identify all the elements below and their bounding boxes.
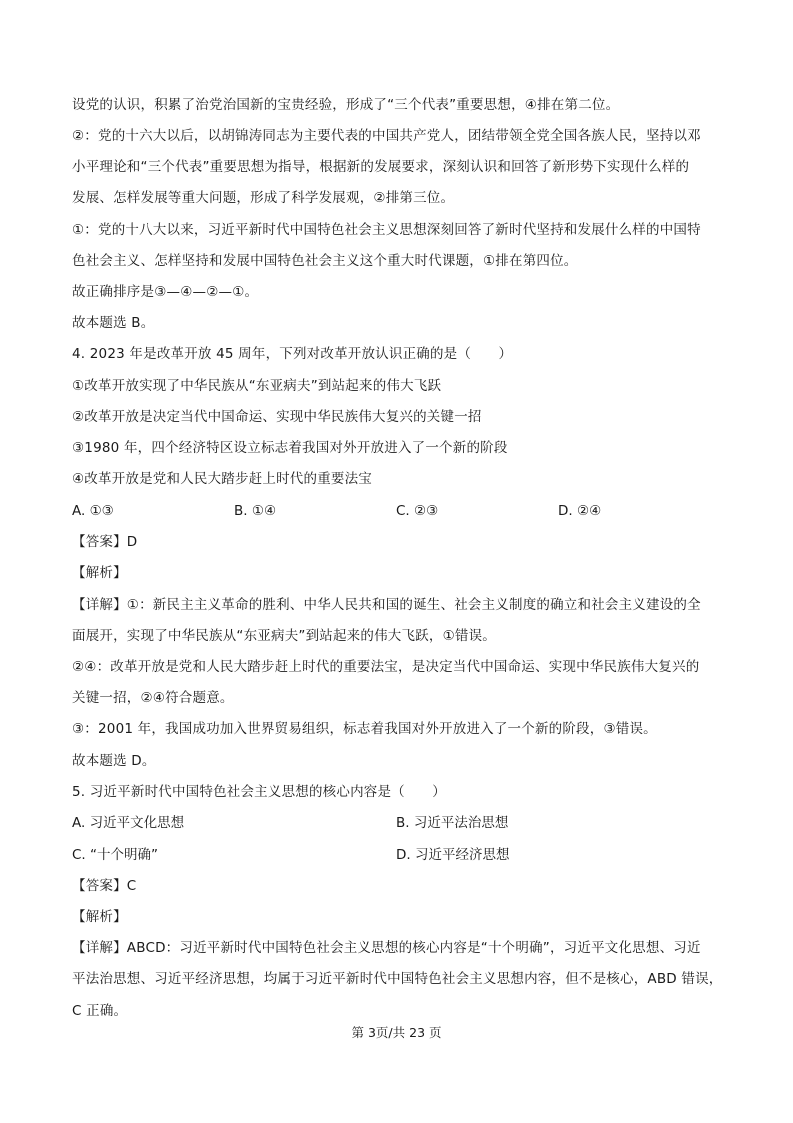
q4-analysis-label: 【解析】 [72, 565, 127, 581]
q4-detail-line: 关键一招，②④符合题意。 [72, 690, 234, 706]
q5-option-d: D. 习近平经济思想 [396, 847, 510, 863]
q5-detail-line: 平法治思想、习近平经济思想，均属于习近平新时代中国特色社会主义思想内容，但不是核心，ABD 错误， [72, 971, 723, 987]
q3-explanation-line: ①：党的十八大以来，习近平新时代中国特色社会主义思想深刻回答了新时代坚持和发展什么样的中国特 [72, 222, 701, 238]
q4-statement-2: ②改革开放是决定当代中国命运、实现中华民族伟大复兴的关键一招 [72, 409, 482, 425]
q5-detail-line: C 正确。 [72, 1003, 128, 1019]
q4-statement-1: ①改革开放实现了中华民族从“东亚病夫”到站起来的伟大飞跃 [72, 378, 442, 394]
q4-option-d: D. ②④ [558, 503, 602, 519]
q5-option-b: B. 习近平法治思想 [396, 815, 509, 831]
q4-statement-3: ③1980 年，四个经济特区设立标志着我国对外开放进入了一个新的阶段 [72, 440, 508, 456]
q3-explanation-line: 设党的认识，积累了治党治国新的宝贵经验，形成了“三个代表”重要思想，④排在第二位。 [72, 97, 620, 113]
q4-statement-4: ④改革开放是党和人民大踏步赶上时代的重要法宝 [72, 471, 373, 487]
q4-detail-line: 面展开，实现了中华民族从“东亚病夫”到站起来的伟大飞跃，①错误。 [72, 628, 496, 644]
q4-answer: 【答案】D [72, 534, 138, 550]
q3-explanation-line: 发展、怎样发展等重大问题，形成了科学发展观，②排第三位。 [72, 190, 455, 206]
q5-stem: 5. 习近平新时代中国特色社会主义思想的核心内容是（ ） [72, 784, 446, 800]
q3-explanation-line: ②：党的十六大以后，以胡锦涛同志为主要代表的中国共产党人，团结带领全党全国各族人民，坚持以邓 [72, 128, 701, 144]
q4-option-a: A. ①③ [72, 503, 114, 519]
q4-option-b: B. ①④ [234, 503, 277, 519]
q4-conclusion: 故本题选 D。 [72, 753, 156, 769]
page-footer: 第 3页/共 23 页 [351, 1025, 442, 1040]
q3-explanation-line: 故正确排序是③—④—②—①。 [72, 284, 259, 300]
q3-explanation-line: 色社会主义、怎样坚持和发展中国特色社会主义这个重大时代课题，①排在第四位。 [72, 253, 578, 269]
q5-option-c: C. “十个明确” [72, 847, 158, 863]
q3-explanation-line: 小平理论和“三个代表”重要思想为指导，根据新的发展要求，深刻认识和回答了新形势下实现什么样的 [72, 159, 690, 175]
q4-detail-line: ②④：改革开放是党和人民大踏步赶上时代的重要法宝，是决定当代中国命运、实现中华民族伟大复兴的 [72, 659, 700, 675]
q5-detail-line: 【详解】ABCD：习近平新时代中国特色社会主义思想的核心内容是“十个明确”，习近平文化思想、习近 [72, 940, 701, 956]
q5-analysis-label: 【解析】 [72, 909, 127, 925]
q4-detail-line: 【详解】①：新民主主义革命的胜利、中华人民共和国的诞生、社会主义制度的确立和社会主义建设的全 [72, 597, 701, 613]
q4-detail-line: ③：2001 年，我国成功加入世界贸易组织，标志着我国对外开放进入了一个新的阶段，③错误。 [72, 721, 657, 737]
q3-conclusion: 故本题选 B。 [72, 315, 155, 331]
q5-answer: 【答案】C [72, 878, 137, 894]
q5-option-a: A. 习近平文化思想 [72, 815, 185, 831]
q4-stem: 4. 2023 年是改革开放 45 周年，下列对改革开放认识正确的是（ ） [72, 346, 513, 362]
q4-option-c: C. ②③ [396, 503, 439, 519]
